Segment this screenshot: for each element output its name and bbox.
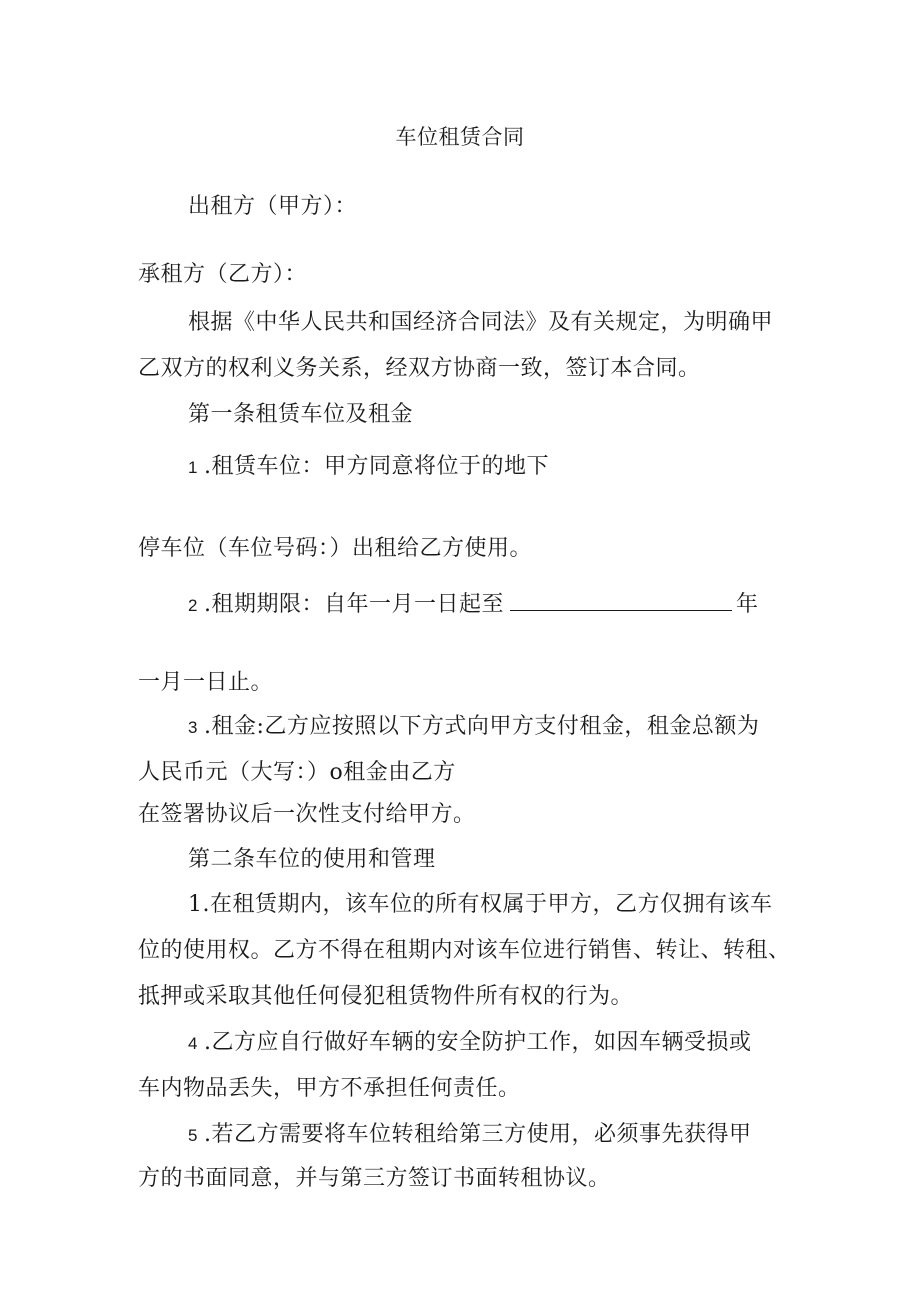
article-2-item-4-line-2: 车内物品丢失，甲方不承担任何责任。 bbox=[138, 1076, 521, 1101]
article-2-item-1-line-2: 位的使用权。乙方不得在租期内对该车位进行销售、转让、转租、 bbox=[138, 938, 791, 963]
article-2-heading: 第二条车位的使用和管理 bbox=[188, 847, 436, 872]
article-2-item-4-line-1 bbox=[188, 1028, 751, 1059]
article-2-item-1-line-1: 1.在租赁期内，该车位的所有权属于甲方，乙方仅拥有该车 bbox=[188, 892, 773, 917]
document-title: 车位租赁合同 bbox=[395, 125, 525, 149]
lessee-line: 承租方（乙方）： bbox=[138, 262, 308, 287]
article-1-item-3-line-2: 人民币元（大写：）o租金由乙方 bbox=[138, 760, 456, 785]
item-number: 4 bbox=[188, 1034, 198, 1053]
item-text: .乙方应自行做好车辆的安全防护工作，如因车辆受损或 bbox=[203, 1030, 752, 1055]
article-1-item-2-line-2: 一月一日止。 bbox=[138, 670, 274, 695]
item-text: .租金:乙方应按照以下方式向甲方支付租金，租金总额为 bbox=[203, 714, 760, 739]
article-2-item-5-line-2: 方的书面同意，并与第三方签订书面转租协议。 bbox=[138, 1166, 611, 1191]
item-text: .租期期限：自年一月一日起至 bbox=[203, 592, 504, 617]
lessor-line: 出租方（甲方）： bbox=[188, 194, 358, 219]
item-number: 3 bbox=[188, 718, 198, 737]
article-1-item-3-line-1 bbox=[188, 712, 759, 743]
item-text-after-blank: 年 bbox=[735, 592, 759, 617]
article-1-item-2-line-1 bbox=[188, 588, 758, 621]
article-1-item-1-line-1 bbox=[188, 452, 549, 483]
preamble-line-2: 乙双方的权利义务关系，经双方协商一致，签订本合同。 bbox=[138, 356, 701, 381]
item-number: 5 bbox=[188, 1126, 198, 1145]
article-2-item-1-line-3: 抵押或采取其他任何侵犯租赁物件所有权的行为。 bbox=[138, 984, 634, 1009]
article-2-item-5-line-1 bbox=[188, 1120, 751, 1151]
item-text: .租赁车位：甲方同意将位于的地下 bbox=[203, 454, 549, 479]
fill-in-blank[interactable] bbox=[510, 588, 732, 611]
item-number: 1 bbox=[188, 458, 198, 477]
article-1-item-3-line-3: 在签署协议后一次性支付给甲方。 bbox=[138, 802, 476, 827]
article-1-heading: 第一条租赁车位及租金 bbox=[188, 402, 414, 427]
item-number: 2 bbox=[188, 596, 198, 615]
item-text: .若乙方需要将车位转租给第三方使用，必须事先获得甲 bbox=[203, 1122, 752, 1147]
article-1-item-1-line-2: 停车位（车位号码：）出租给乙方使用。 bbox=[138, 536, 533, 561]
preamble-line-1: 根据《中华人民共和国经济合同法》及有关规定，为明确甲 bbox=[188, 310, 774, 335]
